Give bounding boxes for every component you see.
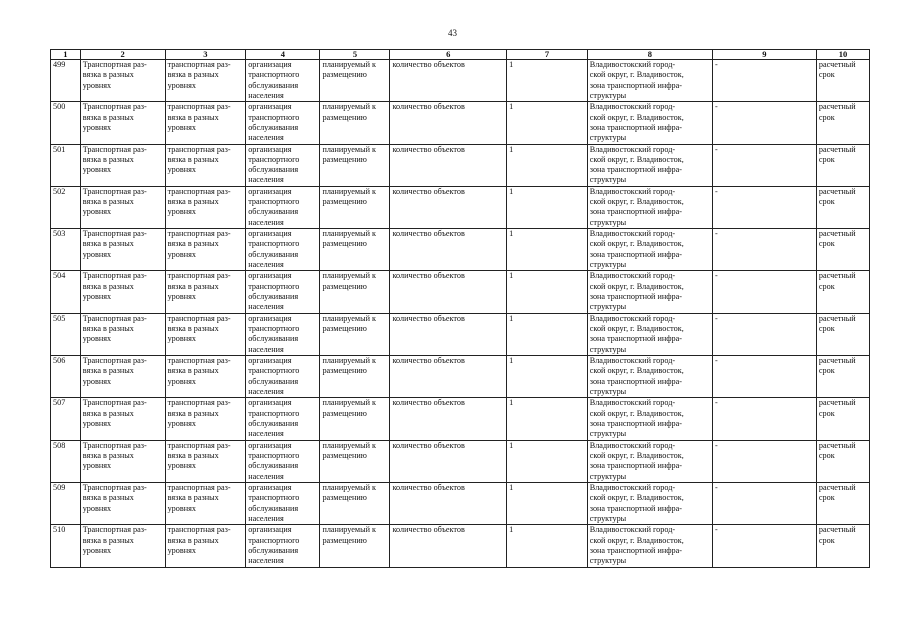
characteristic-value: 1	[509, 60, 514, 69]
implementation-term-cell	[816, 271, 869, 313]
column-header: 1	[51, 50, 81, 60]
location-cell	[587, 440, 712, 482]
implementation-term: расчетный срок	[818, 482, 856, 503]
object-purpose: организация транспортного обслуживания населения	[248, 186, 300, 227]
column-header: 2	[80, 50, 165, 60]
protection-zone-cell	[712, 398, 816, 440]
implementation-term: расчетный срок	[818, 440, 856, 460]
row-number: 499	[53, 60, 66, 69]
characteristic-name: количество объектов	[392, 186, 465, 196]
implementation-term-cell	[816, 102, 869, 144]
implementation-term: расчетный срок	[818, 356, 856, 376]
table-row	[51, 440, 870, 482]
object-status-cell	[320, 525, 390, 567]
characteristic-value: 1	[509, 144, 514, 154]
protection-zone-cell	[712, 525, 816, 567]
characteristic-value-cell	[507, 271, 588, 313]
object-purpose: организация транспортного обслуживания населения	[248, 440, 300, 481]
row-number-cell	[51, 525, 81, 567]
protection-zone-cell	[712, 102, 816, 144]
object-type: Транспортная раз- вязка в разных уровнях	[82, 229, 147, 259]
implementation-term: расчетный срок	[818, 186, 856, 207]
location-cell	[587, 398, 712, 440]
object-status: планируемый к размещению	[322, 229, 376, 249]
characteristic-name-cell	[390, 60, 507, 102]
characteristic-name: количество объектов	[392, 313, 465, 323]
object-purpose-cell	[246, 356, 320, 398]
object-status: планируемый к размещению	[322, 356, 376, 376]
row-number: 503	[53, 229, 66, 239]
object-type-cell	[80, 229, 165, 271]
object-type-cell	[80, 144, 165, 186]
location: Владивостокский город- ской округ, г. Владивосток, зона транспортной инфра- структуры	[589, 229, 684, 270]
object-status-cell	[320, 102, 390, 144]
protection-zone: -	[714, 525, 718, 535]
object-status: планируемый к размещению	[322, 144, 376, 164]
protection-zone-cell	[712, 440, 816, 482]
object-status-cell	[320, 482, 390, 524]
characteristic-value: 1	[509, 271, 514, 281]
object-type-cell	[80, 60, 165, 102]
object-name: транспортная раз- вязка в разных уровнях	[167, 482, 231, 513]
row-number-cell	[51, 60, 81, 102]
implementation-term: расчетный срок	[818, 229, 856, 249]
object-name-cell	[165, 482, 246, 524]
object-status: планируемый к размещению	[322, 525, 376, 545]
object-type-cell	[80, 398, 165, 440]
characteristic-value-cell	[507, 440, 588, 482]
location: Владивостокский город- ской округ, г. Владивосток, зона транспортной инфра- структуры	[589, 525, 684, 566]
characteristic-value: 1	[509, 482, 514, 492]
column-header: 10	[816, 50, 869, 60]
object-name-cell	[165, 356, 246, 398]
table-row	[51, 313, 870, 355]
object-purpose: организация транспортного обслуживания населения	[248, 229, 300, 270]
location: Владивостокский город- ской округ, г. Владивосток, зона транспортной инфра- структуры	[589, 356, 684, 396]
characteristic-name-cell	[390, 144, 507, 186]
object-status-cell	[320, 60, 390, 102]
characteristic-name-cell	[390, 398, 507, 440]
column-header: 9	[712, 50, 816, 60]
column-header: 5	[320, 50, 390, 60]
characteristic-value-cell	[507, 398, 588, 440]
protection-zone-cell	[712, 356, 816, 398]
table-row	[51, 398, 870, 440]
row-number: 509	[53, 482, 66, 492]
object-type: Транспортная раз- вязка в разных уровнях	[82, 313, 147, 344]
row-number-cell	[51, 356, 81, 398]
characteristic-name-cell	[390, 440, 507, 482]
characteristic-name-cell	[390, 102, 507, 144]
object-type: Транспортная раз- вязка в разных уровнях	[82, 440, 147, 471]
row-number: 507	[53, 398, 66, 408]
implementation-term-cell	[816, 398, 869, 440]
characteristic-name: количество объектов	[392, 482, 465, 492]
object-type: Транспортная раз- вязка в разных уровнях	[82, 144, 147, 175]
characteristic-value-cell	[507, 229, 588, 271]
column-header: 8	[587, 50, 712, 60]
object-status-cell	[320, 186, 390, 228]
object-name-cell	[165, 102, 246, 144]
object-name-cell	[165, 271, 246, 313]
object-status-cell	[320, 398, 390, 440]
location: Владивостокский город- ской округ, г. Владивосток, зона транспортной инфра- структуры	[589, 440, 684, 481]
protection-zone: -	[714, 102, 718, 112]
object-name: транспортная раз- вязка в разных уровнях	[167, 144, 231, 175]
column-header: 7	[507, 50, 588, 60]
characteristic-value-cell	[507, 482, 588, 524]
row-number-cell	[51, 440, 81, 482]
characteristic-value: 1	[509, 313, 514, 323]
object-status: планируемый к размещению	[322, 313, 376, 334]
location-cell	[587, 102, 712, 144]
protection-zone-cell	[712, 229, 816, 271]
row-number: 502	[53, 186, 66, 196]
protection-zone-cell	[712, 313, 816, 355]
table-row	[51, 102, 870, 144]
object-type: Транспортная раз- вязка в разных уровнях	[82, 186, 147, 217]
characteristic-name: количество объектов	[392, 229, 465, 239]
table-row	[51, 356, 870, 398]
object-name-cell	[165, 525, 246, 567]
characteristic-name: количество объектов	[392, 102, 465, 112]
object-purpose-cell	[246, 60, 320, 102]
object-type: Транспортная раз- вязка в разных уровнях	[82, 482, 147, 513]
implementation-term-cell	[816, 482, 869, 524]
characteristic-name-cell	[390, 313, 507, 355]
characteristic-value: 1	[509, 186, 514, 196]
object-status: планируемый к размещению	[322, 60, 376, 80]
location: Владивостокский город- ской округ, г. Владивосток, зона транспортной инфра- структуры	[589, 144, 684, 185]
implementation-term: расчетный срок	[818, 102, 856, 122]
implementation-term: расчетный срок	[818, 398, 856, 418]
object-status: планируемый к размещению	[322, 271, 376, 291]
characteristic-name: количество объектов	[392, 271, 465, 281]
location-cell	[587, 186, 712, 228]
characteristic-value-cell	[507, 186, 588, 228]
characteristic-name-cell	[390, 356, 507, 398]
characteristic-name: количество объектов	[392, 398, 465, 408]
object-name: транспортная раз- вязка в разных уровнях	[167, 229, 231, 259]
object-type-cell	[80, 102, 165, 144]
object-purpose-cell	[246, 102, 320, 144]
object-purpose: организация транспортного обслуживания населения	[248, 482, 300, 523]
location: Владивостокский город- ской округ, г. Владивосток, зона транспортной инфра- структуры	[589, 482, 684, 523]
protection-zone: -	[714, 482, 718, 492]
protection-zone: -	[714, 313, 718, 323]
object-name: транспортная раз- вязка в разных уровнях	[167, 313, 231, 344]
characteristic-name-cell	[390, 229, 507, 271]
table-row	[51, 271, 870, 313]
row-number: 501	[53, 144, 66, 154]
implementation-term: расчетный срок	[818, 313, 856, 334]
location: Владивостокский город- ской округ, г. Владивосток, зона транспортной инфра- структуры	[589, 398, 684, 439]
object-name-cell	[165, 229, 246, 271]
characteristic-value: 1	[509, 356, 514, 366]
object-purpose: организация транспортного обслуживания населения	[248, 60, 300, 100]
row-number-cell	[51, 229, 81, 271]
characteristic-name: количество объектов	[392, 525, 465, 535]
object-purpose: организация транспортного обслуживания населения	[248, 398, 300, 439]
characteristic-value-cell	[507, 144, 588, 186]
implementation-term: расчетный срок	[818, 271, 856, 291]
object-type: Транспортная раз- вязка в разных уровнях	[82, 60, 147, 90]
characteristic-name: количество объектов	[392, 356, 465, 366]
object-purpose: организация транспортного обслуживания населения	[248, 356, 300, 396]
row-number-cell	[51, 313, 81, 355]
protection-zone-cell	[712, 186, 816, 228]
characteristic-value: 1	[509, 440, 514, 450]
implementation-term-cell	[816, 229, 869, 271]
characteristic-value: 1	[509, 102, 514, 112]
characteristic-name-cell	[390, 271, 507, 313]
characteristic-value: 1	[509, 229, 514, 239]
table-row	[51, 144, 870, 186]
object-name-cell	[165, 144, 246, 186]
implementation-term: расчетный срок	[818, 144, 856, 164]
protection-zone: -	[714, 229, 718, 239]
object-name: транспортная раз- вязка в разных уровнях	[167, 60, 231, 90]
protection-zone-cell	[712, 60, 816, 102]
location-cell	[587, 144, 712, 186]
object-status-cell	[320, 440, 390, 482]
column-header: 3	[165, 50, 246, 60]
document-table	[50, 49, 870, 568]
object-name-cell	[165, 313, 246, 355]
object-purpose-cell	[246, 144, 320, 186]
object-purpose: организация транспортного обслуживания населения	[248, 144, 300, 185]
protection-zone: -	[714, 60, 718, 69]
location-cell	[587, 525, 712, 567]
location-cell	[587, 482, 712, 524]
characteristic-value-cell	[507, 525, 588, 567]
object-type: Транспортная раз- вязка в разных уровнях	[82, 398, 147, 428]
location: Владивостокский город- ской округ, г. Владивосток, зона транспортной инфра- структуры	[589, 271, 684, 312]
protection-zone-cell	[712, 482, 816, 524]
row-number: 508	[53, 440, 66, 450]
object-purpose-cell	[246, 440, 320, 482]
object-name-cell	[165, 440, 246, 482]
object-type: Транспортная раз- вязка в разных уровнях	[82, 271, 147, 302]
row-number: 504	[53, 271, 66, 281]
location: Владивостокский город- ской округ, г. Владивосток, зона транспортной инфра- структуры	[589, 186, 684, 227]
object-type-cell	[80, 525, 165, 567]
object-name: транспортная раз- вязка в разных уровнях	[167, 186, 231, 217]
protection-zone: -	[714, 271, 718, 281]
object-purpose-cell	[246, 525, 320, 567]
implementation-term-cell	[816, 313, 869, 355]
object-status-cell	[320, 144, 390, 186]
object-name: транспортная раз- вязка в разных уровнях	[167, 398, 231, 428]
table-body	[51, 60, 870, 568]
implementation-term: расчетный срок	[818, 525, 856, 545]
characteristic-value-cell	[507, 102, 588, 144]
characteristic-value-cell	[507, 313, 588, 355]
implementation-term-cell	[816, 60, 869, 102]
row-number-cell	[51, 398, 81, 440]
row-number-cell	[51, 102, 81, 144]
object-status: планируемый к размещению	[322, 440, 376, 460]
location-cell	[587, 60, 712, 102]
object-purpose-cell	[246, 271, 320, 313]
object-purpose: организация транспортного обслуживания населения	[248, 525, 300, 566]
location: Владивостокский город- ской округ, г. Владивосток, зона транспортной инфра- структуры	[589, 102, 684, 143]
object-type: Транспортная раз- вязка в разных уровнях	[82, 525, 147, 555]
object-type-cell	[80, 482, 165, 524]
object-type-cell	[80, 440, 165, 482]
characteristic-name: количество объектов	[392, 440, 465, 450]
object-type-cell	[80, 186, 165, 228]
object-type-cell	[80, 356, 165, 398]
implementation-term-cell	[816, 144, 869, 186]
object-name: транспортная раз- вязка в разных уровнях	[167, 102, 231, 132]
location-cell	[587, 271, 712, 313]
implementation-term-cell	[816, 525, 869, 567]
object-status: планируемый к размещению	[322, 102, 376, 122]
object-name-cell	[165, 398, 246, 440]
characteristic-value: 1	[509, 398, 514, 408]
object-type: Транспортная раз- вязка в разных уровнях	[82, 356, 147, 386]
location: Владивостокский город- ской округ, г. Владивосток, зона транспортной инфра- структуры	[589, 60, 684, 100]
object-type: Транспортная раз- вязка в разных уровнях	[82, 102, 147, 132]
object-name: транспортная раз- вязка в разных уровнях	[167, 271, 231, 302]
row-number: 510	[53, 525, 66, 535]
table-row	[51, 229, 870, 271]
object-name: транспортная раз- вязка в разных уровнях	[167, 356, 231, 386]
object-name: транспортная раз- вязка в разных уровнях	[167, 440, 231, 471]
characteristic-name-cell	[390, 186, 507, 228]
implementation-term-cell	[816, 356, 869, 398]
row-number: 500	[53, 102, 66, 112]
table-row	[51, 186, 870, 228]
characteristic-name-cell	[390, 525, 507, 567]
column-header: 4	[246, 50, 320, 60]
object-status-cell	[320, 271, 390, 313]
object-purpose-cell	[246, 186, 320, 228]
protection-zone: -	[714, 144, 718, 154]
object-name: транспортная раз- вязка в разных уровнях	[167, 525, 231, 555]
implementation-term-cell	[816, 186, 869, 228]
row-number-cell	[51, 186, 81, 228]
row-number: 505	[53, 313, 66, 323]
characteristic-name: количество объектов	[392, 60, 465, 69]
object-purpose-cell	[246, 398, 320, 440]
row-number-cell	[51, 271, 81, 313]
characteristic-name: количество объектов	[392, 144, 465, 154]
characteristic-name-cell	[390, 482, 507, 524]
characteristic-value-cell	[507, 60, 588, 102]
object-type-cell	[80, 313, 165, 355]
object-status: планируемый к размещению	[322, 482, 376, 503]
protection-zone: -	[714, 186, 718, 196]
row-number: 506	[53, 356, 66, 366]
object-type-cell	[80, 271, 165, 313]
object-status: планируемый к размещению	[322, 186, 376, 207]
object-status: планируемый к размещению	[322, 398, 376, 418]
location-cell	[587, 229, 712, 271]
object-purpose-cell	[246, 482, 320, 524]
row-number-cell	[51, 144, 81, 186]
object-name-cell	[165, 60, 246, 102]
characteristic-value: 1	[509, 525, 514, 535]
location-cell	[587, 356, 712, 398]
page-number: 43	[448, 28, 457, 38]
implementation-term: расчетный срок	[818, 60, 856, 80]
protection-zone: -	[714, 398, 718, 408]
table-row	[51, 60, 870, 102]
object-purpose: организация транспортного обслуживания населения	[248, 102, 300, 143]
object-status-cell	[320, 313, 390, 355]
object-purpose: организация транспортного обслуживания населения	[248, 271, 300, 312]
column-header: 6	[390, 50, 507, 60]
object-purpose-cell	[246, 313, 320, 355]
object-purpose: организация транспортного обслуживания населения	[248, 313, 300, 354]
characteristic-value-cell	[507, 356, 588, 398]
object-purpose-cell	[246, 229, 320, 271]
protection-zone: -	[714, 440, 718, 450]
protection-zone-cell	[712, 144, 816, 186]
protection-zone: -	[714, 356, 718, 366]
location: Владивостокский город- ской округ, г. Владивосток, зона транспортной инфра- структуры	[589, 313, 684, 354]
object-name-cell	[165, 186, 246, 228]
protection-zone-cell	[712, 271, 816, 313]
table-row	[51, 482, 870, 524]
location-cell	[587, 313, 712, 355]
table-header-row	[51, 50, 870, 60]
implementation-term-cell	[816, 440, 869, 482]
object-status-cell	[320, 229, 390, 271]
table-row	[51, 525, 870, 567]
object-status-cell	[320, 356, 390, 398]
row-number-cell	[51, 482, 81, 524]
